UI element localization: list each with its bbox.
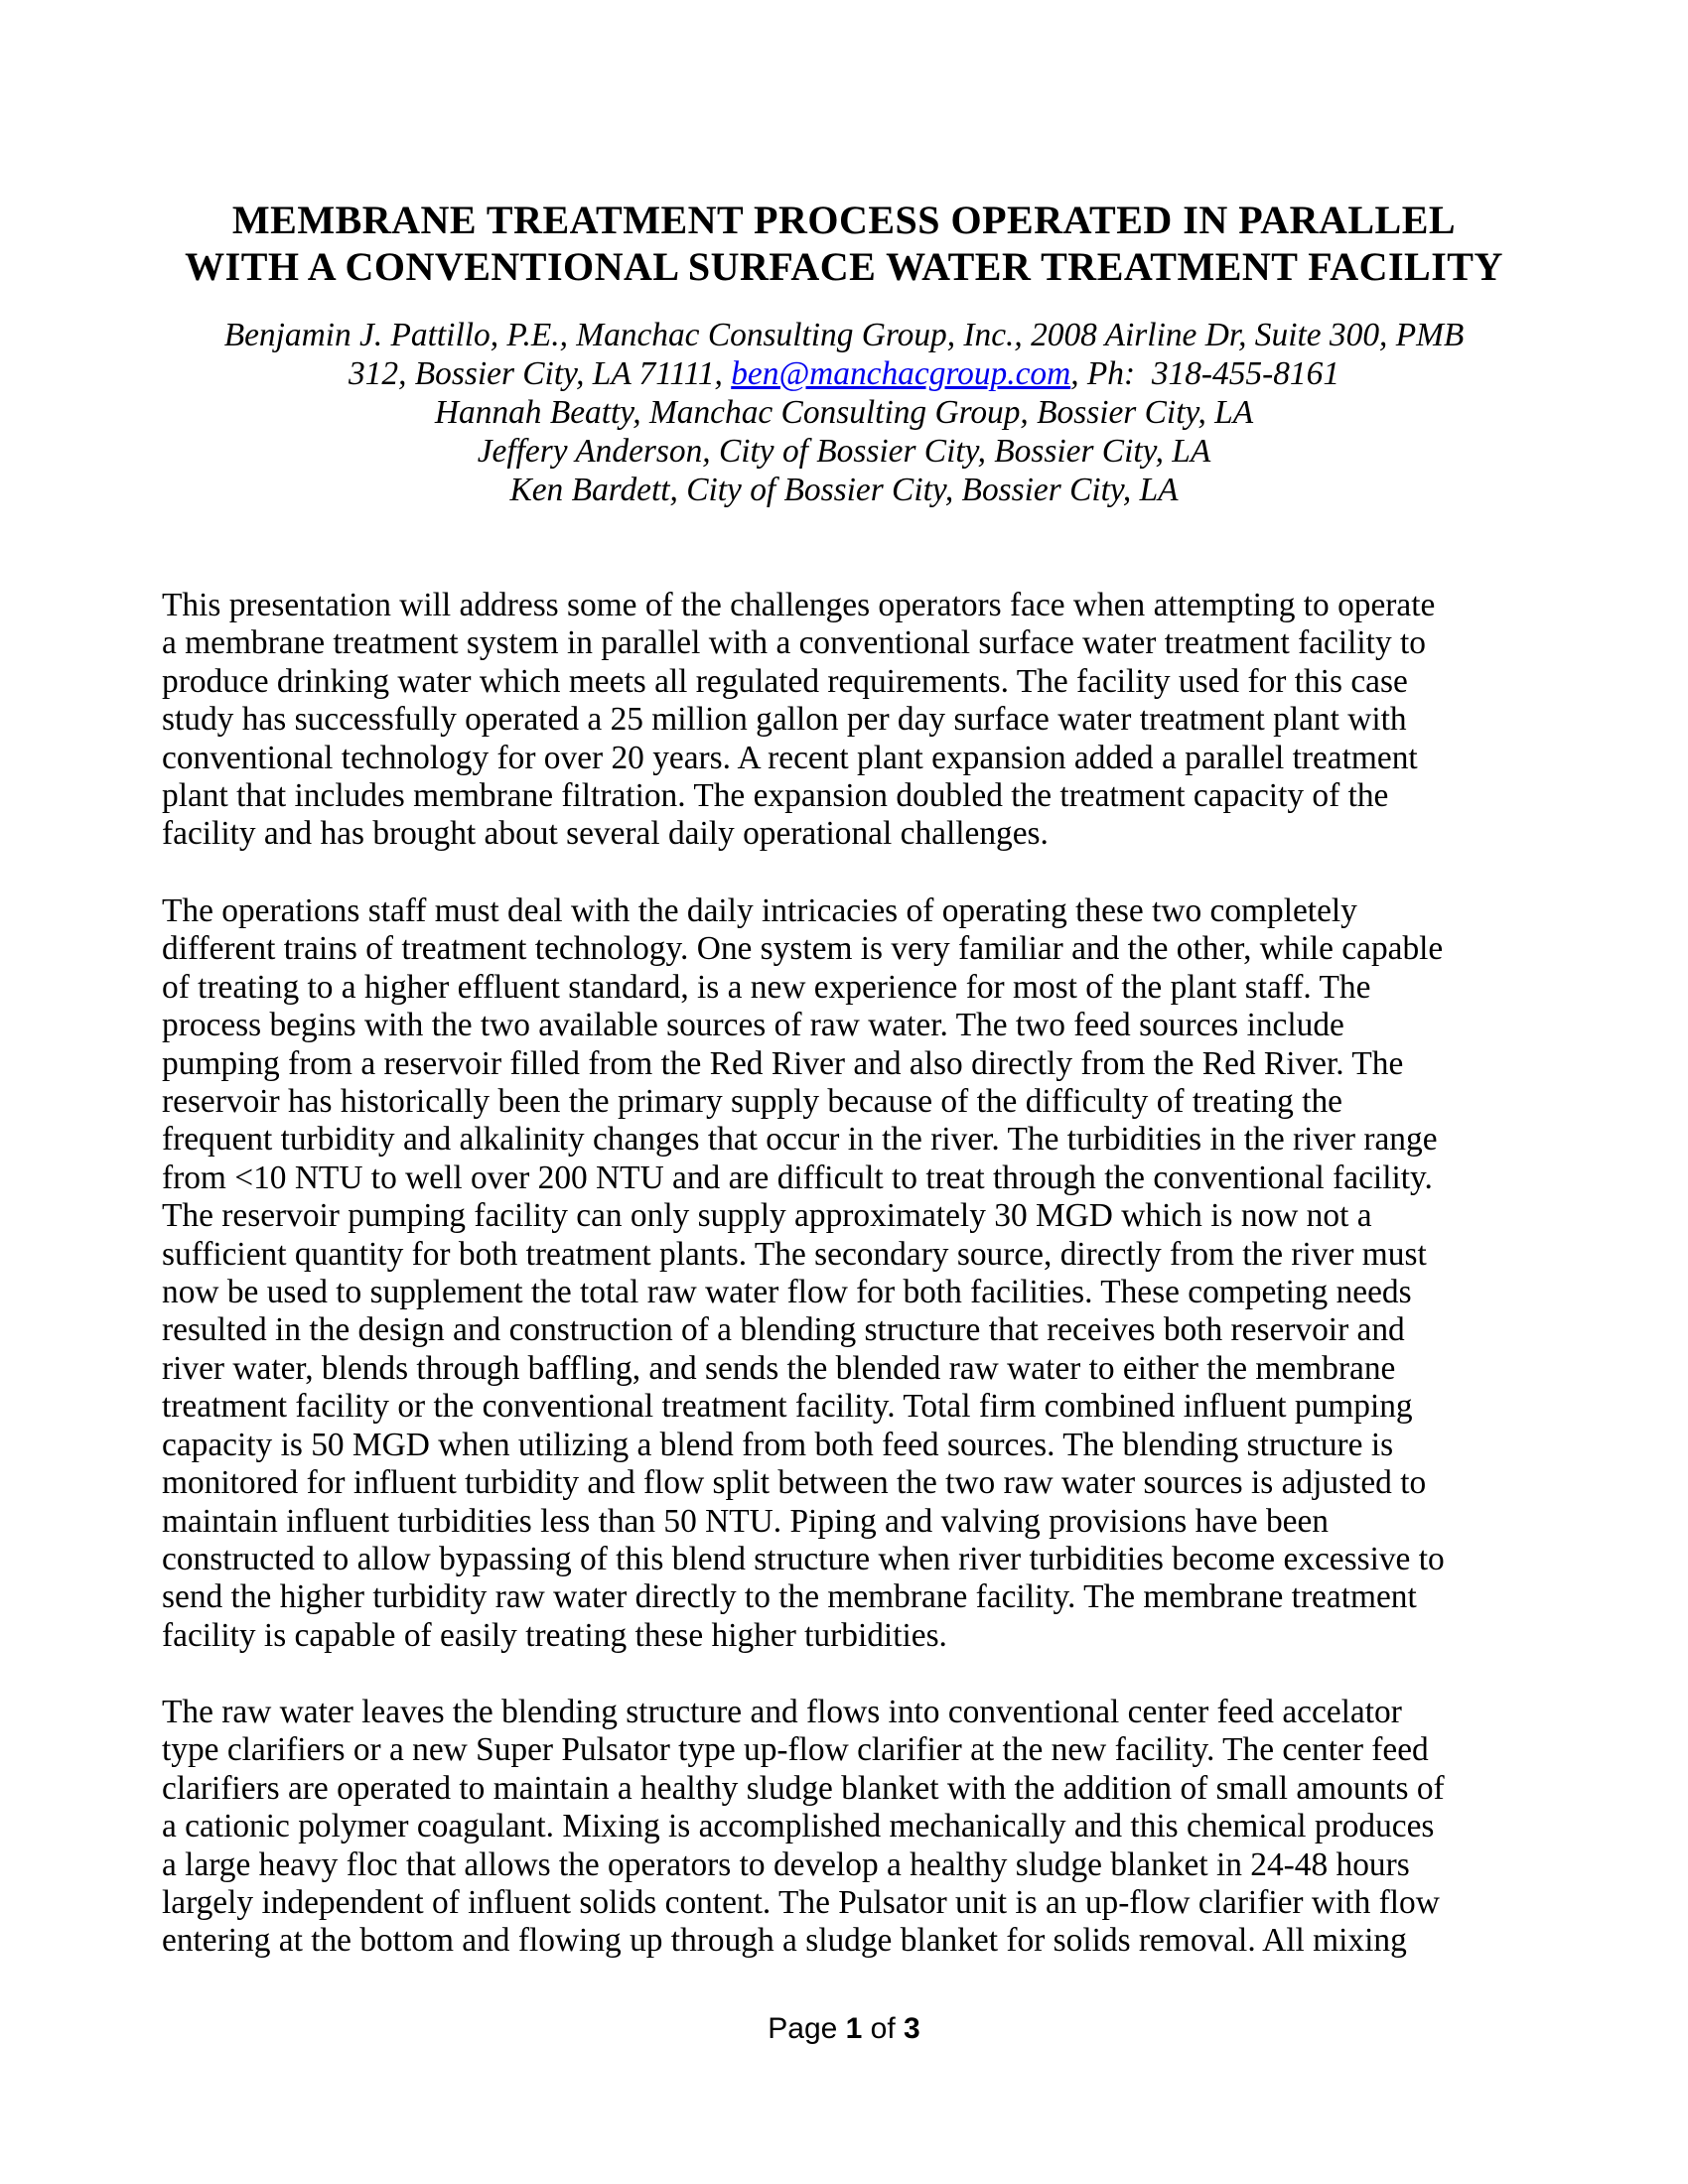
author-line-1 bbox=[0, 316, 1688, 354]
author-block bbox=[0, 316, 1688, 509]
paragraph-3 bbox=[162, 1694, 1542, 1961]
paragraph-line: process begins with the two available sources of raw water. The two feed sources include bbox=[162, 1007, 1344, 1044]
paragraph-line: constructed to allow bypassing of this blend structure when river turbidities become excessive to bbox=[162, 1540, 1445, 1577]
paragraph-line: from <10 NTU to well over 200 NTU and are difficult to treat through the conventional facility. bbox=[162, 1159, 1433, 1196]
paragraph-line: frequent turbidity and alkalinity changes that occur in the river. The turbidities in the river range bbox=[162, 1121, 1438, 1159]
paragraph-line: produce drinking water which meets all regulated requirements. The facility used for this case bbox=[162, 662, 1408, 700]
author-line-3 bbox=[0, 393, 1688, 432]
author-3-text: Hannah Beatty, Manchac Consulting Group, Bossier City, LA bbox=[434, 394, 1254, 431]
paragraph-line: sufficient quantity for both treatment plants. The secondary source, directly from the river must bbox=[162, 1235, 1427, 1273]
author-line-5 bbox=[0, 471, 1688, 509]
paragraph-line: entering at the bottom and flowing up through a sludge blanket for solids removal. All mixing bbox=[162, 1922, 1407, 1960]
paragraph-line: This presentation will address some of the challenges operators face when attempting to operate bbox=[162, 587, 1436, 623]
paragraph-line: The raw water leaves the blending structure and flows into conventional center feed accelator bbox=[162, 1694, 1402, 1730]
paragraph-line: clarifiers are operated to maintain a healthy sludge blanket with the addition of small amounts of bbox=[162, 1769, 1445, 1807]
paragraph-line: facility and has brought about several daily operational challenges. bbox=[162, 815, 1049, 853]
paragraph-line: The reservoir pumping facility can only supply approximately 30 MGD which is now not a bbox=[162, 1197, 1372, 1235]
paragraph-line: study has successfully operated a 25 million gallon per day surface water treatment plant with bbox=[162, 701, 1407, 739]
paragraph-line: of treating to a higher effluent standard, is a new experience for most of the plant staff. The bbox=[162, 968, 1371, 1006]
title-line: MEMBRANE TREATMENT PROCESS OPERATED IN PARALLEL bbox=[231, 198, 1457, 242]
paragraph-line: different trains of treatment technology. One system is very familiar and the other, while capable bbox=[162, 930, 1444, 968]
paragraph-line: resulted in the design and construction of a blending structure that receives both reservoir and bbox=[162, 1311, 1405, 1349]
paragraph-line: treatment facility or the conventional treatment facility. Total firm combined influent pumping bbox=[162, 1388, 1413, 1426]
paragraph-line: river water, blends through baffling, and sends the blended raw water to either the membrane bbox=[162, 1349, 1396, 1387]
author-line-4 bbox=[0, 432, 1688, 471]
author-5-text: Ken Bardett, City of Bossier City, Bossier City, LA bbox=[509, 472, 1179, 508]
paragraph-line: a cationic polymer coagulant. Mixing is accomplished mechanically and this chemical produces bbox=[162, 1808, 1435, 1845]
paragraph-line: type clarifiers or a new Super Pulsator type up-flow clarifier at the new facility. The center feed bbox=[162, 1731, 1429, 1769]
footer-of-label: of bbox=[862, 2012, 905, 2045]
paragraph-line: capacity is 50 MGD when utilizing a blend from both feed sources. The blending structure is bbox=[162, 1426, 1394, 1463]
email-link[interactable]: ben@manchacgroup.com bbox=[731, 355, 1071, 392]
author-2-phone: , Ph: 318-455-8161 bbox=[1070, 355, 1340, 392]
document-title bbox=[0, 197, 1688, 290]
footer-total-pages: 3 bbox=[904, 2012, 920, 2045]
paragraph-line: The operations staff must deal with the daily intricacies of operating these two completely bbox=[162, 892, 1357, 929]
paragraph-line: send the higher turbidity raw water directly to the membrane facility. The membrane treatment bbox=[162, 1578, 1417, 1616]
paragraph-line: conventional technology for over 20 years. A recent plant expansion added a parallel treatment bbox=[162, 739, 1418, 776]
title-line: WITH A CONVENTIONAL SURFACE WATER TREATMENT FACILITY bbox=[185, 244, 1503, 289]
paragraph-line: facility is capable of easily treating these higher turbidities. bbox=[162, 1616, 947, 1654]
author-2-address: 312, Bossier City, LA 71111, bbox=[348, 355, 732, 392]
paragraph-line: a large heavy floc that allows the operators to develop a healthy sludge blanket in 24-48 hours bbox=[162, 1845, 1410, 1883]
paragraph-line: monitored for influent turbidity and flow split between the two raw water sources is adjusted to bbox=[162, 1464, 1427, 1502]
footer-page-number: 1 bbox=[845, 2012, 863, 2045]
paragraph-line: plant that includes membrane filtration. The expansion doubled the treatment capacity of the bbox=[162, 777, 1389, 815]
paragraph-line: reservoir has historically been the primary supply because of the difficulty of treating the bbox=[162, 1083, 1343, 1121]
paragraph-line: largely independent of influent solids content. The Pulsator unit is an up-flow clarifier with flow bbox=[162, 1884, 1440, 1922]
page-footer bbox=[0, 2011, 1688, 2047]
paragraph-2 bbox=[162, 892, 1542, 1655]
author-1-text: Benjamin J. Pattillo, P.E., Manchac Consulting Group, Inc., 2008 Airline Dr, Suite 300, PMB bbox=[223, 317, 1465, 353]
paragraph-line: now be used to supplement the total raw water flow for both facilities. These competing needs bbox=[162, 1274, 1412, 1311]
paragraph-line: a membrane treatment system in parallel with a conventional surface water treatment facility to bbox=[162, 624, 1426, 662]
paragraph-line: maintain influent turbidities less than 50 NTU. Piping and valving provisions have been bbox=[162, 1502, 1329, 1540]
author-line-2 bbox=[0, 354, 1688, 393]
footer-page-label: Page bbox=[768, 2012, 846, 2045]
paragraph-line: pumping from a reservoir filled from the Red River and also directly from the Red River. The bbox=[162, 1044, 1404, 1082]
paragraph-1 bbox=[162, 587, 1542, 854]
author-4-text: Jeffery Anderson, City of Bossier City, Bossier City, LA bbox=[477, 433, 1211, 470]
